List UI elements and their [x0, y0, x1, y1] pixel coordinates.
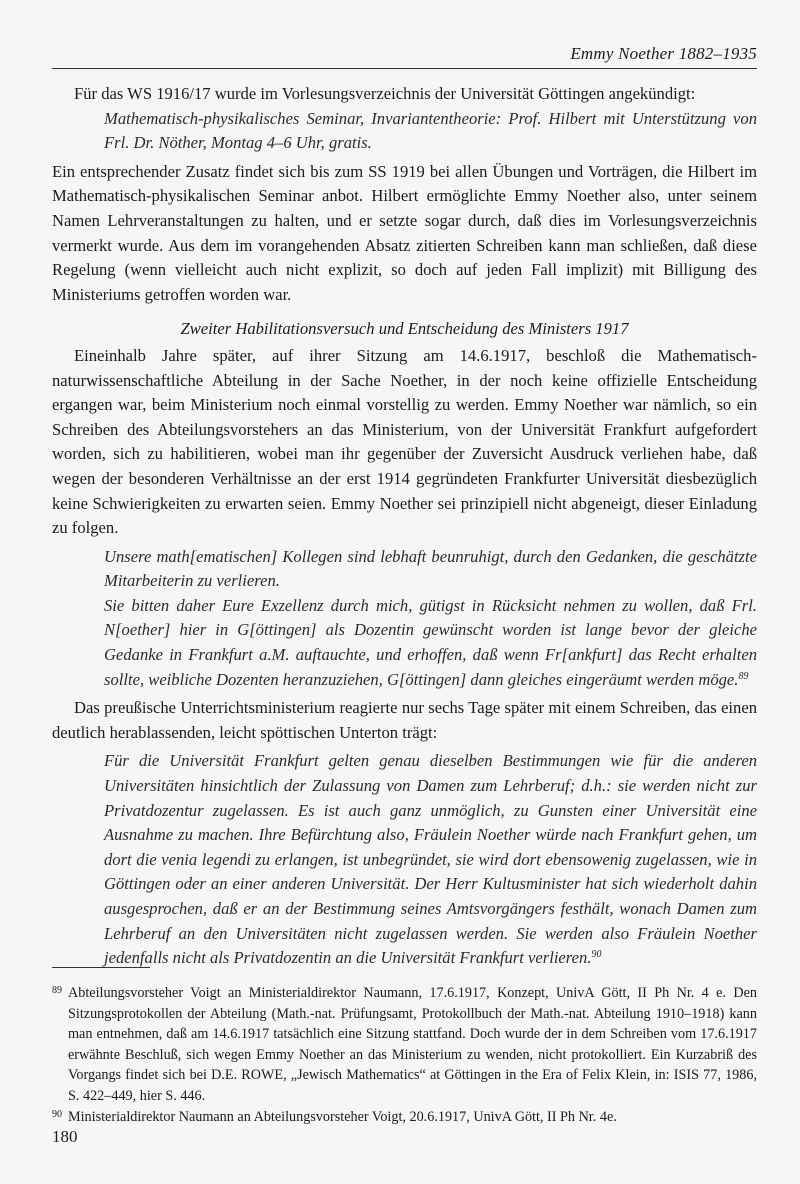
quote-ministry-text: Für die Universität Frankfurt gelten genau dieselben Bestimmungen wie für die anderen Universitäten hinsichtlich der Zulassung von Damen zum Lehrberuf; d.h.: sie werden nicht zur Privatdozentur zugelassen. Es ist auch ganz unmöglich, zu Gunsten einer Universität eine Ausnahme zu machen. Ihre Befürchtung also, Fräulein Noether würde nach Frankfurt gehen, um dort die venia legendi zu erlangen, ist unbegründet, sie wird dort ebensowenig zugelassen, wie in Göttingen oder an einer anderen Universität. Der Herr Kultusminister hat sich wiederholt dahin ausgesprochen, daß er an der Bestimmung seines Amtsvorgängers festhält, wonach Damen zum Lehrberuf an den Universitäten nicht zugelassen werden. Sie werden also Fräulein Noether jedenfalls nicht als Privatdozentin an die Universität Frankfurt verlieren.: [104, 751, 757, 968]
footnote-number: 89: [52, 985, 62, 996]
main-text: [52, 82, 757, 971]
paragraph-hilbert-arrangement: Ein entsprechender Zusatz findet sich bis zum SS 1919 bei allen Übungen und Vorträgen, die Hilbert im Mathematisch-physikalischen Seminar anbot. Hilbert ermöglichte Emmy Noether also, unter seinem Namen Lehrveranstaltungen zu halten, und er setzte sogar durch, daß dies im Vorlesungsverzeichnis vermerkt wurde. Aus dem im vorangehenden Absatz zitierten Schreiben kann man schließen, daß diese Regelung (wenn vielleicht auch nicht explizit, so doch auf jeden Fall implizit) mit Billigung des Ministeriums getroffen worden war.: [52, 161, 757, 304]
footnote-text: Abteilungsvorsteher Voigt an Ministerialdirektor Naumann, 17.6.1917, Konzept, UnivA Gött, II Ph Nr. 4 e. Den Sitzungsprotokollen der Abteilung (Math.-nat. Prüfungsamt, Protokollbuch der Math.-nat. Abteilung 1910–1918) kann man entnehmen, daß am 14.6.1917 tatsächlich eine Sitzung stattfand. Doch wurde der in dem Schreiben vom 17.6.1917 erwähnte Beschluß, sich wegen Emmy Noether an das Ministerium zu wenden, nicht protokolliert. Ein Kurzabriß des Vorgangs findet sich bei D.E. ROWE, „Jewisch Mathematics“ at Göttingen in the Era of Felix Klein, in: ISIS 77, 1986, S. 422–449, hier S. 446.: [68, 985, 757, 1104]
footnote-ref-90: 90: [591, 949, 602, 961]
paragraph-second-habilitation: Eineinhalb Jahre später, auf ihrer Sitzung am 14.6.1917, beschloß die Mathematisch-naturwissenschaftliche Abteilung in der Sache Noether, in der noch keine offizielle Entscheidung ergangen war, beim Ministerium noch einmal vorstellig zu werden. Emmy Noether war nämlich, so ein Schreiben des Abteilungsvorstehers an das Ministerium, von der Universität Frankfurt aufgefordert worden, sich zu habilitieren, wobei man ihr gegenüber der Zuversicht Ausdruck verliehen habe, daß wegen der besonderen Verhältnisse an der erst 1914 gegründeten Frankfurter Universität diesbezüglich keine Schwierigkeiten zu erwarten seien. Emmy Noether sei prinzipiell nicht abgeneigt, dieser Einladung zu folgen.: [52, 345, 757, 538]
footnote-89: [52, 983, 757, 1107]
footnote-90: [52, 1107, 757, 1128]
quote-request-text: Sie bitten daher Eure Exzellenz durch mich, gütigst in Rücksicht nehmen zu wollen, daß Frl. N[oether] hier in G[öttingen] als Dozentin gewünscht worden ist lange bevor der gleiche Gedanke in Frankfurt a.M. auftauchte, und erhoffen, daß wenn Fr[ankfurt] das Recht erhalten sollte, weibliche Dozenten heranzuziehen, G[öttingen] dann gleiches eingeräumt werden möge.: [104, 595, 757, 689]
footnote-text: Ministerialdirektor Naumann an Abteilungsvorsteher Voigt, 20.6.1917, UnivA Gött, II Ph Nr. 4e.: [68, 1108, 617, 1125]
quote-ministry-letter: [104, 749, 757, 970]
header-rule: [52, 68, 757, 69]
running-head: Emmy Noether 1882–1935: [570, 44, 757, 63]
quote-seminar-listing: Mathematisch-physikalisches Seminar, Invariantentheorie: Prof. Hilbert mit Unterstützung von Frl. Dr. Nöther, Montag 4–6 Uhr, gratis.: [104, 108, 757, 153]
quote-request-excellency: [104, 594, 757, 692]
footnotes: [52, 983, 757, 1127]
footnote-ref-89: 89: [738, 670, 749, 682]
paragraph-ws-announcement: Für das WS 1916/17 wurde im Vorlesungsverzeichnis der Universität Göttingen angekündigt:: [74, 84, 696, 103]
page-number: 180: [52, 1127, 78, 1146]
footnote-number: 90: [52, 1108, 62, 1120]
footnote-rule: [52, 967, 150, 968]
section-title: Zweiter Habilitationsversuch und Entscheidung des Ministers 1917: [180, 319, 629, 339]
paragraph-ministry-reaction: Das preußische Unterrichtsministerium reagierte nur sechs Tage später mit einem Schreiben, das einen deutlich herablassenden, leicht spöttischen Unterton trägt:: [52, 698, 757, 742]
quote-colleagues-concern: Unsere math[ematischen] Kollegen sind lebhaft beunruhigt, durch den Gedanken, die geschätzte Mitarbeiterin zu verlieren.: [104, 546, 757, 591]
